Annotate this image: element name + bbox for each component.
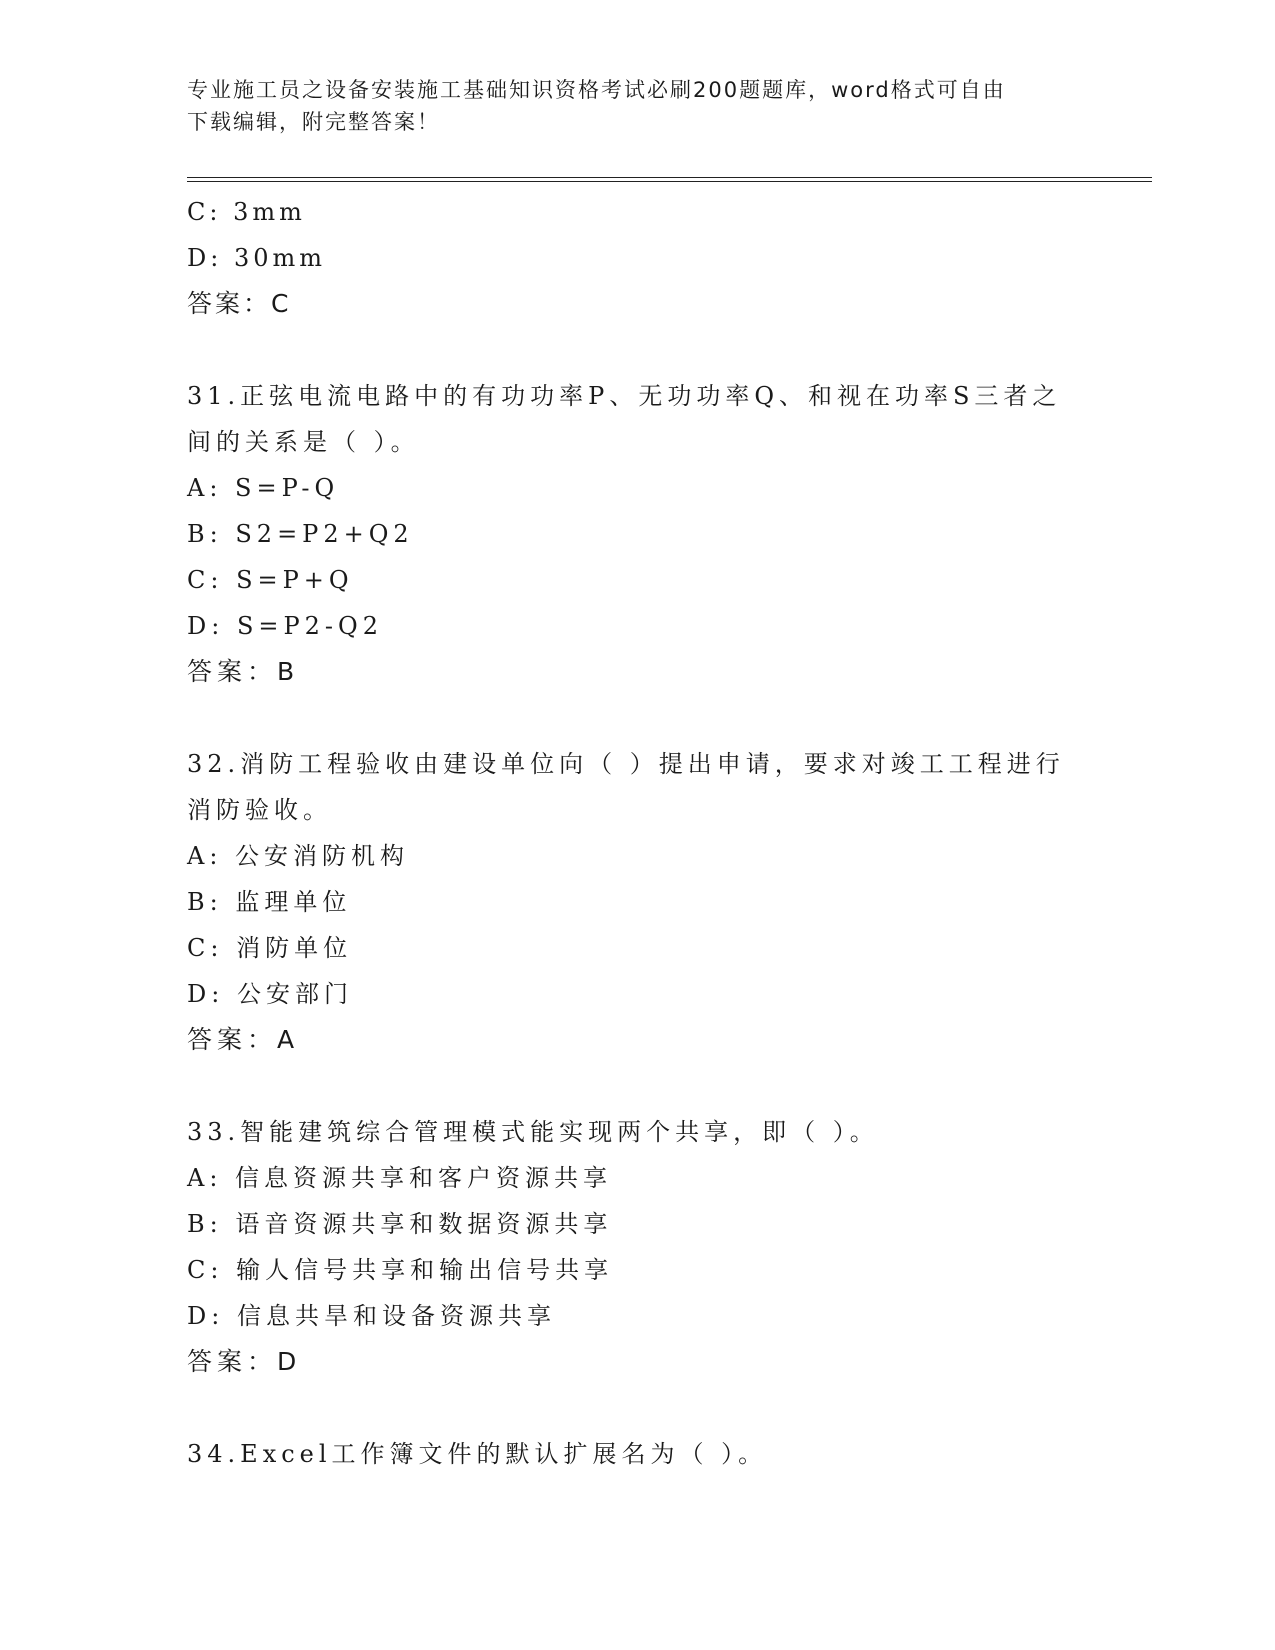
spacer — [187, 1385, 1087, 1431]
spacer — [187, 327, 1087, 373]
option-a: A: 信息资源共享和客户资源共享 — [187, 1164, 613, 1192]
document-header — [187, 74, 1087, 138]
answer-line: 答案：C — [187, 289, 292, 318]
question-text: 33.智能建筑综合管理模式能实现两个共享，即（ ）。 — [187, 1118, 879, 1146]
question-31 — [187, 373, 1087, 695]
question-text: 34.Excel工作簿文件的默认扩展名为（ ）。 — [187, 1440, 768, 1468]
header-line-2: 下载编辑，附完整答案！ — [187, 110, 440, 134]
option-c: C: 3mm — [187, 198, 306, 226]
option-b: B: S2=P2+Q2 — [187, 520, 414, 548]
option-a: A: 公安消防机构 — [187, 842, 410, 870]
question-33 — [187, 1109, 1087, 1385]
option-d: D: S=P2-Q2 — [187, 612, 383, 640]
option-c: C: 消防单位 — [187, 934, 353, 962]
question-text: 间的关系是（ ）。 — [187, 428, 420, 456]
option-d: D: 公安部门 — [187, 980, 353, 1008]
option-b: B: 监理单位 — [187, 888, 352, 916]
question-34 — [187, 1431, 1087, 1477]
question-32 — [187, 741, 1087, 1063]
question-text: 31.正弦电流电路中的有功功率P、无功功率Q、和视在功率S三者之 — [187, 382, 1062, 410]
header-divider — [187, 177, 1152, 182]
option-d: D: 30mm — [187, 244, 327, 272]
header-line-1: 专业施工员之设备安装施工基础知识资格考试必刷200题题库，word格式可自由 — [187, 78, 1006, 102]
option-c: C: 输人信号共享和输出信号共享 — [187, 1256, 614, 1284]
answer-line: 答案：D — [187, 1347, 302, 1376]
spacer — [187, 1063, 1087, 1109]
option-a: A: S=P-Q — [187, 474, 340, 502]
previous-question-tail — [187, 189, 1087, 327]
spacer — [187, 695, 1087, 741]
option-d: D: 信息共旱和设备资源共享 — [187, 1302, 556, 1330]
question-text: 消防验收。 — [187, 796, 332, 824]
question-text: 32.消防工程验收由建设单位向（ ）提出申请，要求对竣工工程进行 — [187, 750, 1065, 778]
answer-line: 答案：B — [187, 657, 300, 686]
answer-line: 答案：A — [187, 1025, 300, 1054]
document-body — [187, 189, 1087, 1477]
option-b: B: 语音资源共享和数据资源共享 — [187, 1210, 613, 1238]
option-c: C: S=P+Q — [187, 566, 354, 594]
